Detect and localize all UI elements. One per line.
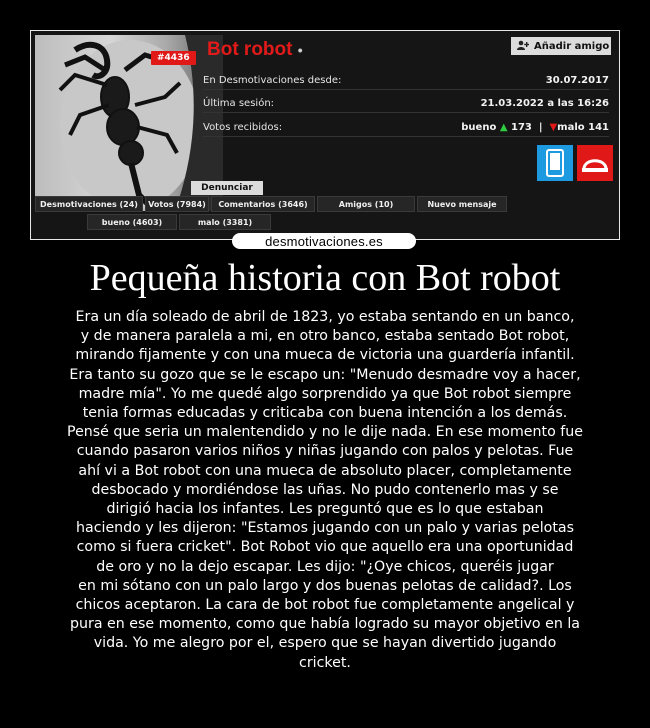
body-line: tenia formas educadas y criticaba con buena intención a los demás. bbox=[82, 405, 568, 422]
body-line: desbocado y mordiéndose las uñas. No pudo contenerlo mas y se bbox=[91, 481, 559, 498]
add-user-icon bbox=[517, 40, 529, 53]
body-line: Era tanto su gozo que se le escapo un: "Menudo desmadre voy a hacer, bbox=[69, 366, 581, 383]
body-line: mirando fijamente y con una mueca de victoria una guardería infantil. bbox=[75, 347, 575, 364]
add-friend-button[interactable] bbox=[511, 37, 611, 55]
votes-row bbox=[203, 118, 609, 137]
votes-summary bbox=[461, 122, 609, 133]
body-line: Era un día soleado de abril de 1823, yo estaba sentando en un banco, bbox=[75, 309, 575, 325]
body-line: y de manera paralela a mi, en otro banco, estaba sentado Bot robot, bbox=[80, 328, 570, 345]
tab-votos[interactable]: Votos (7984) bbox=[145, 196, 209, 212]
post-body bbox=[40, 308, 610, 673]
body-line: dirigió hacia los infantes. Les preguntó que es lo que estaban bbox=[106, 501, 544, 518]
member-since-row bbox=[203, 71, 609, 90]
body-line: cricket. bbox=[299, 654, 351, 671]
votes-good-count: 173 bbox=[511, 121, 532, 133]
report-button[interactable]: Denunciar bbox=[191, 181, 263, 195]
member-since-label: En Desmotivaciones desde: bbox=[203, 74, 342, 86]
body-line: haciendo y les dijeron: "Estamos jugando con un palo y varias pelotas bbox=[76, 520, 574, 537]
body-line: madre mía". Yo me quedé algo sorprendido ya que Bot robot siempre bbox=[78, 385, 572, 402]
votes-label: Votos recibidos: bbox=[203, 121, 283, 133]
tab-nuevo-mensaje[interactable]: Nuevo mensaje bbox=[417, 196, 507, 212]
phone-icon[interactable] bbox=[537, 145, 573, 181]
votes-bad-label: malo bbox=[557, 121, 585, 133]
profile-card bbox=[30, 30, 620, 240]
last-session-label: Última sesión: bbox=[203, 97, 275, 109]
add-friend-label: Añadir amigo bbox=[534, 40, 610, 52]
last-session-value: 21.03.2022 a las 16:26 bbox=[480, 97, 609, 109]
body-line: Pensé que seria un malentendido y no le dije nada. En ese momento fue bbox=[67, 424, 583, 441]
tab-desmotivaciones[interactable]: Desmotivaciones (24) bbox=[35, 196, 143, 212]
body-line: en mi sótano con un palo largo y dos buenas pelotas de calidad?. Los bbox=[78, 577, 572, 594]
body-line: de oro y no la dejo escapar. Les dijo: "¿Oye chicos, queréis jugar bbox=[96, 558, 554, 575]
votes-separator: | bbox=[538, 121, 543, 133]
body-line: chicos aceptaron. La cara de bot robot fue completamente angelical y bbox=[75, 597, 575, 614]
helmet-icon[interactable] bbox=[577, 145, 613, 181]
member-since-value: 30.07.2017 bbox=[545, 74, 609, 86]
post-title: Pequeña historia con Bot robot bbox=[89, 257, 561, 299]
body-line: ahí vi a Bot robot con una mueca de absoluto placer, completamente bbox=[78, 462, 572, 479]
profile-username[interactable]: Bot robot • bbox=[207, 39, 303, 60]
vote-down-icon: ▼ bbox=[549, 121, 558, 133]
body-line: pura en ese momento, como que había logrado su mayor objetivo en la bbox=[70, 616, 580, 633]
status-dot: • bbox=[297, 42, 303, 58]
body-line: vida. Yo me alegro por el, espero que se hayan divertido jugando bbox=[93, 635, 557, 652]
tab-comentarios[interactable]: Comentarios (3646) bbox=[211, 196, 315, 212]
votes-good-label: bueno bbox=[461, 121, 497, 133]
body-line: cuando pasaron varios niños y niñas jugando con palos y pelotas. Fue bbox=[76, 443, 574, 460]
body-line: como si fuera cricket". Bot Robot vio que aquello era una oportunidad bbox=[76, 539, 574, 556]
site-logo[interactable] bbox=[232, 233, 416, 249]
last-session-row bbox=[203, 94, 609, 113]
tab-bueno[interactable]: bueno (4603) bbox=[87, 214, 177, 230]
tab-amigos[interactable]: Amigos (10) bbox=[317, 196, 415, 212]
votes-bad-count: 141 bbox=[588, 121, 609, 133]
site-logo-text: desmotivaciones.es bbox=[265, 233, 383, 249]
vote-up-icon: ▲ bbox=[499, 121, 508, 133]
user-rank-badge: #4436 bbox=[151, 51, 196, 65]
tab-malo[interactable]: malo (3381) bbox=[179, 214, 271, 230]
